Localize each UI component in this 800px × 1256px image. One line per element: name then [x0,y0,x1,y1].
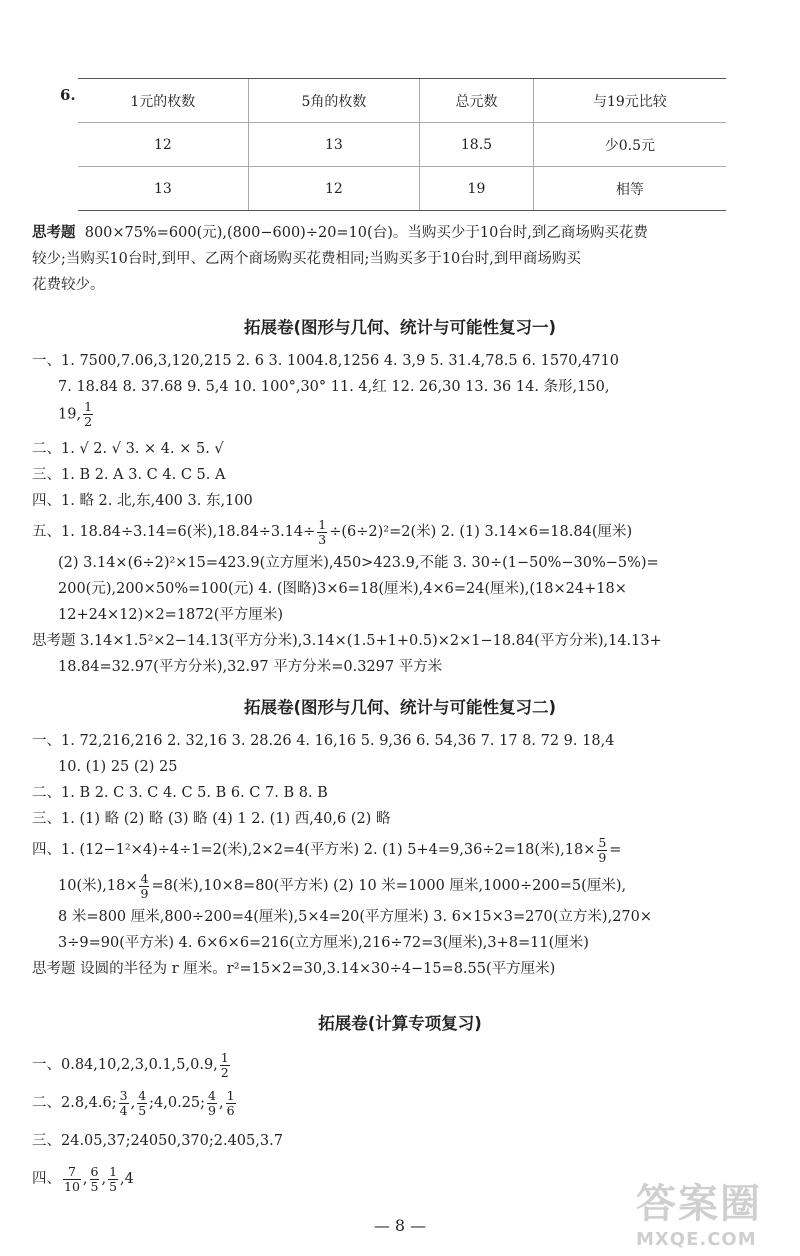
table-cell: 19 [420,167,534,211]
fraction [597,836,607,865]
question-number: 6. [60,86,76,104]
answer-line: (2) 3.14×(6÷2)²×15=423.9(立方厘米),450>423.9,不能 3. 30÷(1−50%−30%−5%)= [58,555,659,571]
think-line: 800×75%=600(元),(800−600)÷20=10(台)。当购买少于10台时,到乙商场购买花费 [84,225,648,241]
watermark-site: MXQE.COM [636,1229,757,1250]
answer-text: 五、1. 18.84÷3.14=6(米),18.84÷3.14÷ [32,524,316,540]
denominator: 2 [220,1064,229,1080]
fraction [207,1089,217,1118]
table-header-row [78,79,726,123]
answer-text: ,4 [120,1171,134,1187]
answer-line: 二、1. B 2. C 3. C 4. C 5. B 6. C 7. B 8. B [32,785,328,801]
numerator: 1 [318,516,327,532]
answer-table [78,78,726,211]
answer-line: 思考题 设圆的半径为 r 厘米。r²=15×2=30,3.14×30÷4−15=8.55(平方厘米) [32,961,556,977]
table-cell: 12 [78,123,248,167]
fraction [119,1089,129,1118]
answer-text: 10(米),18× [58,878,138,894]
think-question-1 [32,220,760,298]
answer-text: ÷(6÷2)²=2(米) 2. (1) 3.14×6=18.84(厘米) [329,524,633,540]
answer-text: ;4,0.25; [149,1095,206,1111]
answer-text: =8(米),10×8=80(平方米) (2) 10 米=1000 厘米,1000÷200=5(厘米), [151,878,627,894]
answer-line: 一、1. 7500,7.06,3,120,215 2. 6 3. 1004.8,1256 4. 3,9 5. 31.4,78.5 6. 1570,4710 [32,353,620,369]
table-header-cell: 总元数 [420,79,534,123]
think-line: 较少;当购买10台时,到甲、乙两个商场购买花费相同;当购买多于10台时,到甲商场购买 [32,251,581,267]
table-row [78,167,726,211]
answer-line [32,832,760,868]
fraction [90,1165,100,1194]
answer-text: , [82,1171,88,1187]
think-label: 思考题 [32,224,76,241]
answer-line: 三、1. B 2. A 3. C 4. C 5. A [32,467,226,483]
think-line: 花费较少。 [32,277,105,293]
answer-text: , [101,1171,107,1187]
numerator: 6 [90,1163,99,1179]
fraction [220,1051,230,1080]
table-row [78,123,726,167]
numerator: 5 [598,834,607,850]
answer-line [32,1046,760,1084]
table-cell: 13 [78,167,248,211]
section-title: 拓展卷(图形与几何、统计与可能性复习二) [243,698,557,717]
fraction [226,1089,236,1118]
answer-line: 200(元),200×50%=100(元) 4. (图略)3×6=18(厘米),4×6=24(厘米),(18×24+18× [58,581,627,597]
fraction [108,1165,118,1194]
denominator: 10 [64,1178,80,1194]
answer-line [32,400,760,436]
answer-line [32,868,760,904]
denominator: 5 [109,1178,118,1194]
fraction [137,1089,147,1118]
numerator: 4 [138,1087,147,1103]
fraction [139,872,149,901]
table-cell: 12 [248,167,419,211]
answer-text: , [218,1095,224,1111]
answer-line: 10. (1) 25 (2) 25 [58,759,178,775]
watermark-logo [636,1172,786,1250]
section-title: 拓展卷(图形与几何、统计与可能性复习一) [243,318,557,337]
numerator: 3 [119,1087,128,1103]
section-2-answers [32,728,760,982]
answer-text: 四、1. (12−1²×4)÷4÷1=2(米),2×2=4(平方米) 2. (1) 5+4=9,36÷2=18(米),18× [32,842,596,858]
denominator: 5 [90,1178,99,1194]
table-header-cell: 1元的枚数 [78,79,248,123]
table-cell: 少0.5元 [533,123,726,167]
answer-text: 19, [58,406,82,423]
answer-line: 8 米=800 厘米,800÷200=4(厘米),5×4=20(平方厘米) 3. 6×15×3=270(立方米),270× [58,909,653,925]
numerator: 4 [208,1087,216,1103]
table-cell: 13 [248,123,419,167]
denominator: 2 [84,414,93,429]
answer-text: 一、0.84,10,2,3,0.1,5,0.9, [32,1057,218,1073]
watermark-text: 答案圈 [636,1181,762,1227]
denominator: 4 [119,1102,128,1118]
answer-line: 18.84=32.97(平方分米),32.97 平方分米=0.3297 平方米 [58,659,443,675]
answer-text: = [609,842,622,858]
answer-line: 一、1. 72,216,216 2. 32,16 3. 28.26 4. 16,16 5. 9,36 6. 54,36 7. 17 8. 72 9. 18,4 [32,733,615,749]
section-title: 拓展卷(计算专项复习) [318,1014,482,1033]
table-header-cell: 与19元比较 [533,79,726,123]
denominator: 9 [598,849,607,865]
fraction [317,518,327,547]
numerator: 4 [140,870,149,886]
answer-text: 二、2.8,4.6; [32,1095,117,1111]
denominator: 6 [226,1102,235,1118]
denominator: 9 [208,1102,216,1118]
fraction [83,400,93,429]
page-number: — 8 — [373,1216,427,1235]
table-cell: 18.5 [420,123,534,167]
answer-line [32,1084,760,1122]
section-1-answers [32,348,760,680]
fraction [63,1165,81,1194]
numerator: 1 [109,1163,118,1179]
numerator: 7 [63,1165,81,1180]
numerator: 1 [220,1049,229,1065]
numerator: 1 [84,399,93,414]
table-cell: 相等 [533,167,726,211]
answer-line: 12+24×12)×2=1872(平方厘米) [58,607,284,623]
answer-line: 思考题 3.14×1.5²×2−14.13(平方分米),3.14×(1.5+1+0.5)×2×1−18.84(平方分米),14.13+ [32,633,662,649]
answer-line: 3÷9=90(平方米) 4. 6×6×6=216(立方厘米),216÷72=3(厘米),3+8=11(厘米) [58,935,589,951]
denominator: 9 [140,885,149,901]
answer-line: 三、1. (1) 略 (2) 略 (3) 略 (4) 1 2. (1) 西,40,6 (2) 略 [32,811,391,827]
answer-line: 7. 18.84 8. 37.68 9. 5,4 10. 100°,30° 11. 4,红 12. 26,30 13. 36 14. 条形,150, [58,379,610,395]
denominator: 5 [138,1102,147,1118]
denominator: 3 [318,531,327,547]
answer-line [32,514,760,550]
table-header-cell: 5角的枚数 [248,79,419,123]
answer-line: 四、1. 略 2. 北,东,400 3. 东,100 [32,493,253,509]
answer-line: 二、1. √ 2. √ 3. × 4. × 5. √ [32,441,224,457]
numerator: 1 [226,1087,235,1103]
answer-text: 四、 [32,1171,61,1187]
answer-text: , [130,1095,136,1111]
answer-line: 三、24.05,37;24050,370;2.405,3.7 [32,1133,283,1149]
